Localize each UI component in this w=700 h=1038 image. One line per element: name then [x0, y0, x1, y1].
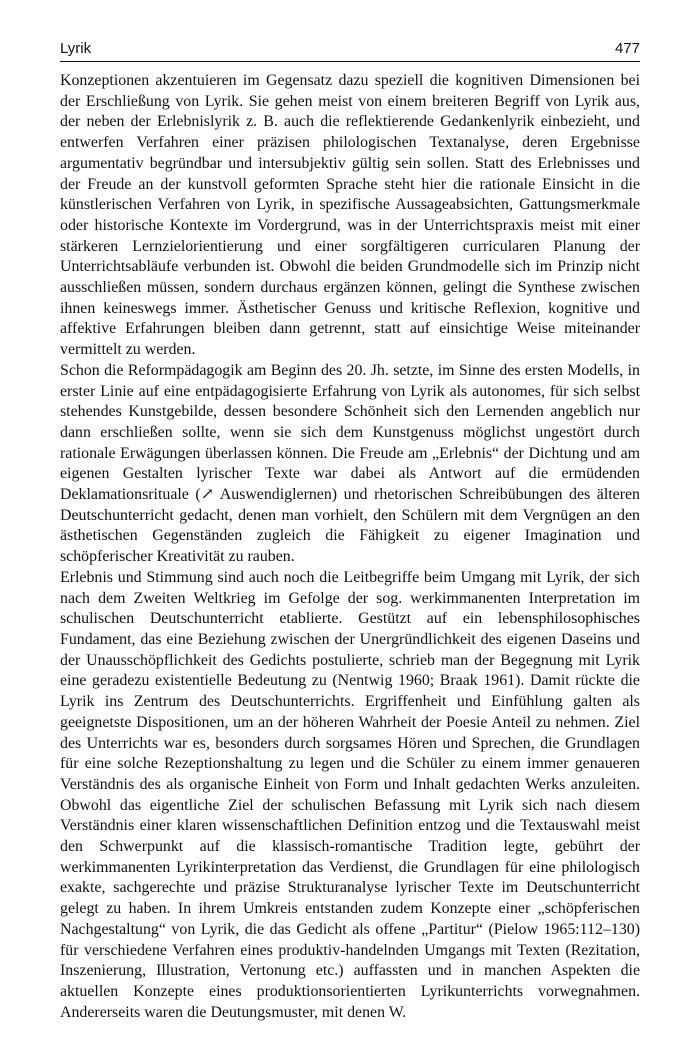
paragraph: Schon die Reformpädagogik am Beginn des 20. Jh. setzte, im Sinne des ersten Modells, in erster Linie auf eine entpädagogisierte Erfahrung von Lyrik als autonomes, für sich selbst stehendes Kunstgebilde, dessen besondere Schönheit sich den Lernenden angeblich nur dann erschließen sollte, wenn sie sich dem Kunstgenuss möglichst ungestört durch rationale Erwägungen überlassen können. Die Freude am „Erlebnis“ der Dichtung und am eigenen Gestalten lyrischer Texte war dabei als Antwort auf die ermüdenden Deklamationsrituale (↗ Auswendiglernen) und rhetorischen Schreibübungen des älteren Deutschunterricht gedacht, denen man vorhielt, den Schülern mit dem Vergnügen an den ästhetischen Gegenständen zugleich die Fähigkeit zu eigener Imagination und schöpferischer Kreativität zu rauben. [60, 361, 640, 566]
body-text [60, 71, 640, 1023]
running-header [60, 40, 640, 62]
book-page [60, 40, 640, 1023]
section-title: Lyrik [60, 40, 92, 57]
paragraph: Erlebnis und Stimmung sind auch noch die Leitbegriffe beim Umgang mit Lyrik, der sich nach dem Zweiten Weltkrieg im Gefolge der sog. werkimmanenten Interpretation im schulischen Deutschunterricht etablierte. Gestützt auf ein lebensphilosophisches Fundament, das eine Beziehung zwischen der Unergründlichkeit des eigenen Daseins und der Unausschöpflichkeit des Gedichts postulierte, schrieb man der Begegnung mit Lyrik eine geradezu existentielle Bedeutung zu (Nentwig 1960; Braak 1961). Damit rückte die Lyrik ins Zentrum des Deutschunterrichts. Ergriffenheit und Einfühlung galten als geeignetste Dispositionen, um an der höheren Wahrheit der Poesie Anteil zu nehmen. Ziel des Unterrichts war es, besonders durch sorgsames Hören und Sprechen, die Grundlagen für eine solche Rezeptionshaltung zu legen und die Schüler zu einem immer genaueren Verständnis des als organische Einheit von Form und Inhalt gedachten Werks anzuleiten. Obwohl das eigentliche Ziel der schulischen Befassung mit Lyrik sich nach diesem Verständnis einer klaren wissenschaftlichen Definition entzog und die Textauswahl meist den Schwerpunkt auf die klassisch-romantische Tradition legte, gebührt der werkimmanenten Lyrikinterpretation das Verdienst, die Grundlagen für eine philologisch exakte, sachgerechte und präzise Strukturanalyse lyrischer Texte im Deutschunterricht gelegt zu haben. In ihrem Umkreis entstanden zudem Konzepte einer „schöpferischen Nachgestaltung“ von Lyrik, die das Gedicht als offene „Partitur“ (Pielow 1965:112–130) für verschiedene Verfahren eines produktiv-handelnden Umgangs mit Texten (Rezitation, Inszenierung, Illustration, Vertonung etc.) auffassten und in manchen Aspekten die aktuellen Konzepte eines produktionsorientierten Lyrikunterrichts vorwegnahmen. Andererseits waren die Deutungsmuster, mit denen W. [60, 568, 640, 1021]
page-number: 477 [614, 40, 640, 57]
paragraph: Konzeptionen akzentuieren im Gegensatz dazu speziell die kognitiven Dimensionen bei der Erschließung von Lyrik. Sie gehen meist von einem breiteren Begriff von Lyrik aus, der neben der Erlebnislyrik z. B. auch die reflektierende Gedankenlyrik einbezieht, und entwerfen Verfahren einer präzisen philologischen Textanalyse, deren Ergebnisse argumentativ begründbar und intersubjektiv gültig sein sollen. Statt des Erlebnisses und der Freude an der kunstvoll geformten Sprache steht hier die rationale Einsicht in die künstlerischen Verfahren von Lyrik, in spezifische Aussageabsichten, Gattungsmerkmale oder historische Kontexte im Vordergrund, was in der Unterrichtspraxis meist mit einer stärkeren Lernzielorientierung und einer sorgfältigeren curricularen Planung der Unterrichtsabläufe verbunden ist. Obwohl die beiden Grundmodelle sich im Prinzip nicht ausschließen müssen, sondern durchaus ergänzen können, gelingt die Synthese zwischen ihnen keineswegs immer. Ästhetischer Genuss und kritische Reflexion, kognitive und affektive Erfahrungen bleiben dann getrennt, statt auf einsichtige Weise miteinander vermittelt zu werden. [60, 72, 640, 359]
